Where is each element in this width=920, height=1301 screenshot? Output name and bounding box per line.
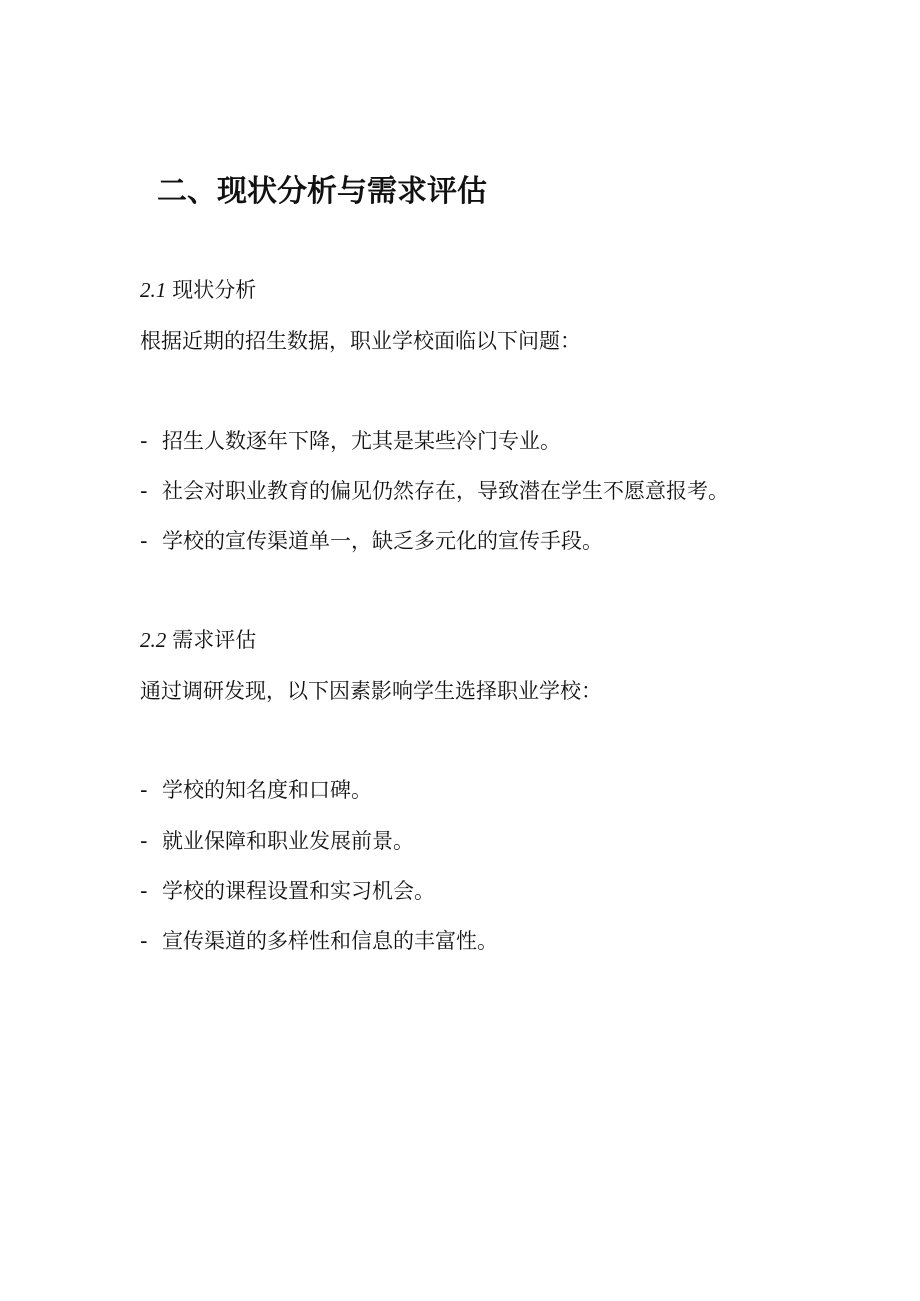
list-item-text: 招生人数逐年下降，尤其是某些冷门专业。 bbox=[162, 429, 561, 453]
bullet-dash: - bbox=[140, 879, 148, 903]
status-analysis-intro: 根据近期的招生数据，职业学校面临以下问题： bbox=[140, 329, 581, 353]
list-item bbox=[140, 525, 603, 555]
list-item bbox=[140, 875, 435, 905]
bullet-dash: - bbox=[140, 529, 148, 553]
bullet-dash: - bbox=[140, 829, 148, 853]
needs-assessment-heading bbox=[140, 624, 256, 654]
bullet-dash: - bbox=[140, 929, 148, 953]
status-analysis-heading bbox=[140, 274, 256, 304]
list-item bbox=[140, 825, 414, 855]
list-item-text: 学校的宣传渠道单一，缺乏多元化的宣传手段。 bbox=[162, 529, 603, 553]
needs-assessment-title: 需求评估 bbox=[172, 628, 257, 652]
status-analysis-number: 2.1 bbox=[140, 278, 167, 302]
list-item-text: 学校的知名度和口碑。 bbox=[162, 778, 372, 802]
list-item-text: 宣传渠道的多样性和信息的丰富性。 bbox=[162, 929, 498, 953]
bullet-dash: - bbox=[140, 479, 148, 503]
list-item bbox=[140, 774, 372, 804]
needs-assessment-number: 2.2 bbox=[140, 628, 167, 652]
list-item bbox=[140, 425, 561, 455]
list-item-text: 学校的课程设置和实习机会。 bbox=[162, 879, 435, 903]
bullet-dash: - bbox=[140, 429, 148, 453]
section-title: 二、现状分析与需求评估 bbox=[157, 174, 487, 209]
list-item bbox=[140, 925, 498, 955]
list-item-text: 就业保障和职业发展前景。 bbox=[162, 829, 414, 853]
status-analysis-title: 现状分析 bbox=[172, 278, 257, 302]
list-item-text: 社会对职业教育的偏见仍然存在，导致潜在学生不愿意报考。 bbox=[162, 479, 729, 503]
bullet-dash: - bbox=[140, 778, 148, 802]
list-item bbox=[140, 475, 729, 505]
needs-assessment-intro: 通过调研发现，以下因素影响学生选择职业学校： bbox=[140, 679, 602, 703]
